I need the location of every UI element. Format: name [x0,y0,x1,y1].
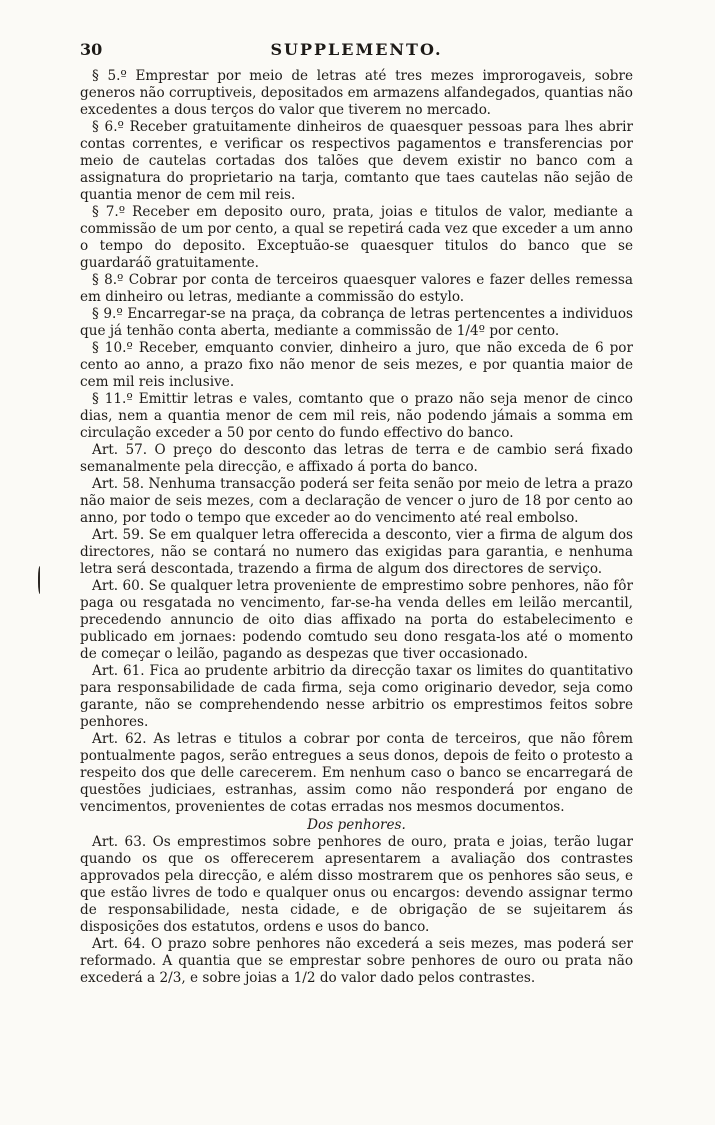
article-60: Art. 60. Se qualquer letra proveniente de emprestimo sobre penhores, não fôr paga ou resgatada no vencimento, far-se-ha venda delles em leilão mercantil, precedendo annuncio de oito dias affixado na porta do estabelecimento e publicado em jornaes: podendo comtudo seu dono resgata-los até o momento de começar o leilão, pagando as despezas que tiver occasionado. [80,578,633,662]
margin-mark [38,566,43,594]
paragraph-9: § 9.º Encarregar-se na praça, da cobrança de letras pertencentes a individuos que já tenhão conta aberta, mediante a commissão de 1/4º por cento. [80,306,633,339]
article-61: Art. 61. Fica ao prudente arbitrio da direcção taxar os limites do quantitativo para responsabilidade de cada firma, seja como originario devedor, seja como garante, não se comprehendendo nesse arbitrio os emprestimos feitos sobre penhores. [80,663,633,730]
article-57: Art. 57. O preço do desconto das letras de terra e de cambio será fixado semanalmente pela direcção, e affixado á porta do banco. [80,442,633,475]
article-58: Art. 58. Nenhuma transacção poderá ser feita senão por meio de letra a prazo não maior de seis mezes, com a declaração de vencer o juro de 18 por cento ao anno, por todo o tempo que exceder ao do vencimento até real embolso. [80,476,633,526]
paragraph-6: § 6.º Receber gratuitamente dinheiros de quaesquer pessoas para lhes abrir contas correntes, e verificar os respectivos pagamentos e transferencias por meio de cautelas cortadas dos talões que devem existir no banco com a assignatura do proprietario na tarja, comtanto que taes cautelas não sejão de quantia menor de cem mil reis. [80,119,633,203]
article-63: Art. 63. Os emprestimos sobre penhores de ouro, prata e joias, terão lugar quando os que os offerecerem apresentarem a avaliação dos contrastes approvados pela direcção, e além disso mostrarem que os penhores são seus, e que estão livres de todo e qualquer onus ou encargos: devendo assignar termo de responsabilidade, nesta cidade, e de obrigação de se sujeitarem ás disposições dos estatutos, ordens e usos do banco. [80,834,633,935]
paragraph-11: § 11.º Emittir letras e vales, comtanto que o prazo não seja menor de cinco dias, nem a quantia menor de cem mil reis, não podendo jámais a somma em circulação exceder a 50 por cento do fundo effectivo do banco. [80,391,633,441]
article-62: Art. 62. As letras e titulos a cobrar por conta de terceiros, que não fôrem pontualmente pagos, serão entregues a seus donos, depois de feito o protesto a respeito dos que delle carecerem. Em nenhum caso o banco se encarregará de questões judiciaes, estranhas, assim como não responderá por engano de vencimentos, provenientes de cotas erradas nos mesmos documentos. [80,731,633,815]
article-64: Art. 64. O prazo sobre penhores não excederá a seis mezes, mas poderá ser reformado. A quantia que se emprestar sobre penhores de ouro ou prata não excederá a 2/3, e sobre joias a 1/2 do valor dado pelos contrastes. [80,936,633,986]
paragraph-8: § 8.º Cobrar por conta de terceiros quaesquer valores e fazer delles remessa em dinheiro ou letras, mediante a commissão do estylo. [80,272,633,305]
section-title: Dos penhores. [307,817,406,833]
page-body [80,68,633,987]
paragraph-5: § 5.º Emprestar por meio de letras até tres mezes improrogaveis, sobre generos não corruptiveis, depositados em armazens alfandegados, quantias não excedentes a dous terços do valor que tiverem no mercado. [80,68,633,118]
page-header [80,40,633,64]
running-title: SUPPLEMENTO. [270,40,443,59]
article-59: Art. 59. Se em qualquer letra offerecida a desconto, vier a firma de algum dos directores, não se contará no numero das exigidas para garantia, e nenhuma letra será descontada, trazendo a firma de algum dos directores de serviço. [80,527,633,577]
paragraph-7: § 7.º Receber em deposito ouro, prata, joias e titulos de valor, mediante a commissão de um por cento, a qual se repetirá cada vez que exceder a um anno o tempo do deposito. Exceptuão-se quaesquer titulos do banco que se guardaráõ gratuitamente. [80,204,633,271]
paragraph-10: § 10.º Receber, emquanto convier, dinheiro a juro, que não exceda de 6 por cento ao anno, a prazo fixo não menor de seis mezes, e por quantia maior de cem mil reis inclusive. [80,340,633,390]
page-number: 30 [80,40,103,59]
